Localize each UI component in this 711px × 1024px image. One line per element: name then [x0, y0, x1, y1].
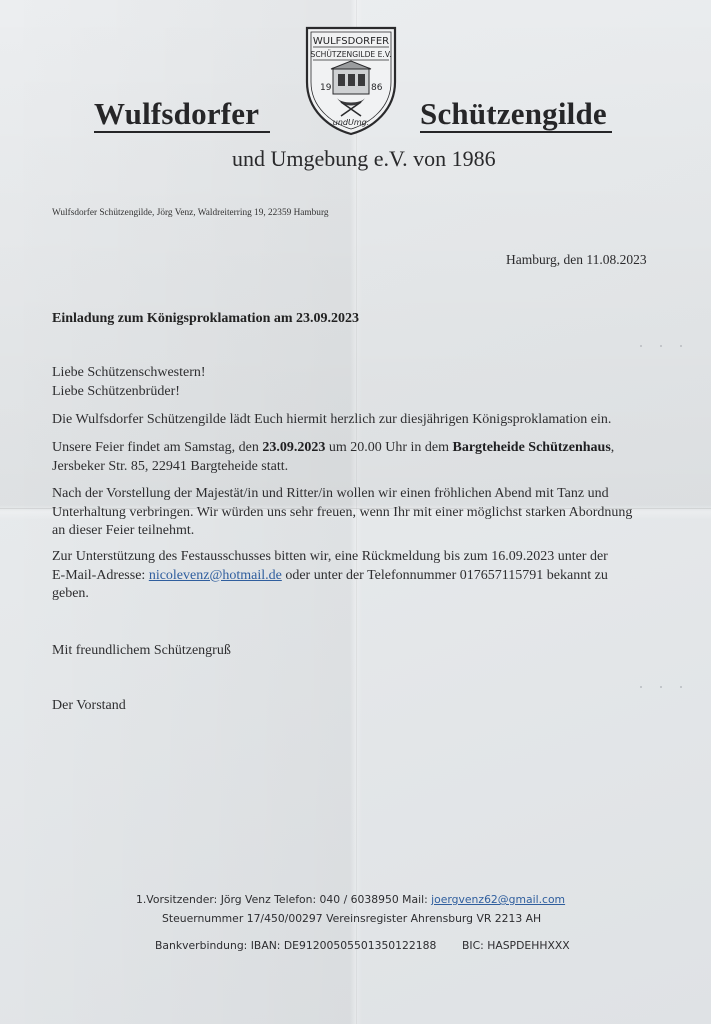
program-line-2: Unterhaltung verbringen. Wir würden uns sehr freuen, wenn Ihr mit einer möglichst starken Abordnung: [52, 504, 633, 520]
letterhead-name-right: Schützengilde: [420, 96, 607, 131]
perforation-dot: [660, 345, 662, 347]
perforation-dot: [640, 345, 642, 347]
rsvp-email-prefix: E-Mail-Adresse:: [52, 567, 149, 583]
rsvp-line-1: Zur Unterstützung des Festausschusses bitten wir, eine Rückmeldung bis zum 16.09.2023 unter der: [52, 549, 608, 564]
paragraph-rsvp: [52, 548, 652, 604]
club-emblem: [303, 24, 399, 136]
letterhead-subtitle: und Umgebung e.V. von 1986: [232, 146, 496, 171]
emblem-year-left: 19: [320, 83, 332, 93]
event-text-1: Unsere Feier findet am Samstag, den: [52, 440, 263, 455]
rsvp-email-link[interactable]: nicolevenz@hotmail.de: [148, 567, 282, 583]
signature: Der Vorstand: [52, 698, 126, 713]
program-line-3: an dieser Feier teilnehmt.: [52, 523, 195, 538]
event-address: Jersbeker Str. 85, 22941 Bargteheide statt.: [52, 458, 289, 474]
emblem-line-1: WULFSDORFER: [312, 36, 390, 47]
footer-register-line: Steuernummer 17/450/00297 Vereinsregister Ahrensburg VR 2213 AH: [162, 912, 542, 925]
salutation-1: Liebe Schützenschwestern!: [52, 365, 206, 380]
emblem-bottom-text: undUmg.: [332, 118, 370, 127]
footer-contact-line: [136, 893, 565, 906]
footer-contact-text: 1.Vorsitzender: Jörg Venz Telefon: 040 / 6038950 Mail:: [136, 893, 432, 906]
emblem-line-2: SCHÜTZENGILDE E.V.: [310, 50, 392, 59]
rsvp-phone-text: oder unter der Telefonnummer 017657115791 bekannt zu: [281, 567, 608, 583]
event-text-3: ,: [610, 440, 615, 455]
event-date: 23.09.2023: [262, 440, 326, 455]
sender-address-line: Wulfsdorfer Schützengilde, Jörg Venz, Waldreiterring 19, 22359 Hamburg: [52, 208, 329, 218]
perforation-dot: [680, 686, 682, 688]
perforation-dot: [640, 686, 642, 688]
footer-bank-bic: BIC: HASPDEHHXXX: [462, 939, 570, 952]
footer-bank-iban: Bankverbindung: IBAN: DE91200505501350122188: [155, 939, 437, 952]
paragraph-invitation: Die Wulfsdorfer Schützengilde lädt Euch hiermit herzlich zur diesjährigen Königsproklamation ein.: [52, 412, 612, 427]
footer-email-link[interactable]: joergvenz62@gmail.com: [431, 893, 566, 906]
perforation-dot: [660, 686, 662, 688]
paragraph-event-details: [52, 439, 652, 476]
letterhead-underline-right: [420, 131, 612, 133]
rsvp-line-3: geben.: [52, 586, 89, 601]
paragraph-program: [52, 485, 652, 541]
program-line-1: Nach der Vorstellung der Majestät/in und Ritter/in wollen wir einen fröhlichen Abend mit Tanz und: [52, 486, 609, 501]
letterhead-name-left: Wulfsdorfer: [94, 96, 260, 131]
perforation-dot: [680, 345, 682, 347]
letter-date: Hamburg, den 11.08.2023: [506, 252, 647, 267]
event-venue: Bargteheide Schützenhaus: [452, 440, 611, 455]
closing-greeting: Mit freundlichem Schützengruß: [52, 643, 231, 658]
emblem-year-right: 86: [371, 83, 383, 93]
letter-subject: Einladung zum Königsproklamation am 23.09.2023: [52, 311, 360, 326]
letterhead-underline-left: [94, 131, 270, 133]
salutation-2: Liebe Schützenbrüder!: [52, 384, 180, 399]
event-text-2: um 20.00 Uhr in dem: [325, 440, 453, 455]
